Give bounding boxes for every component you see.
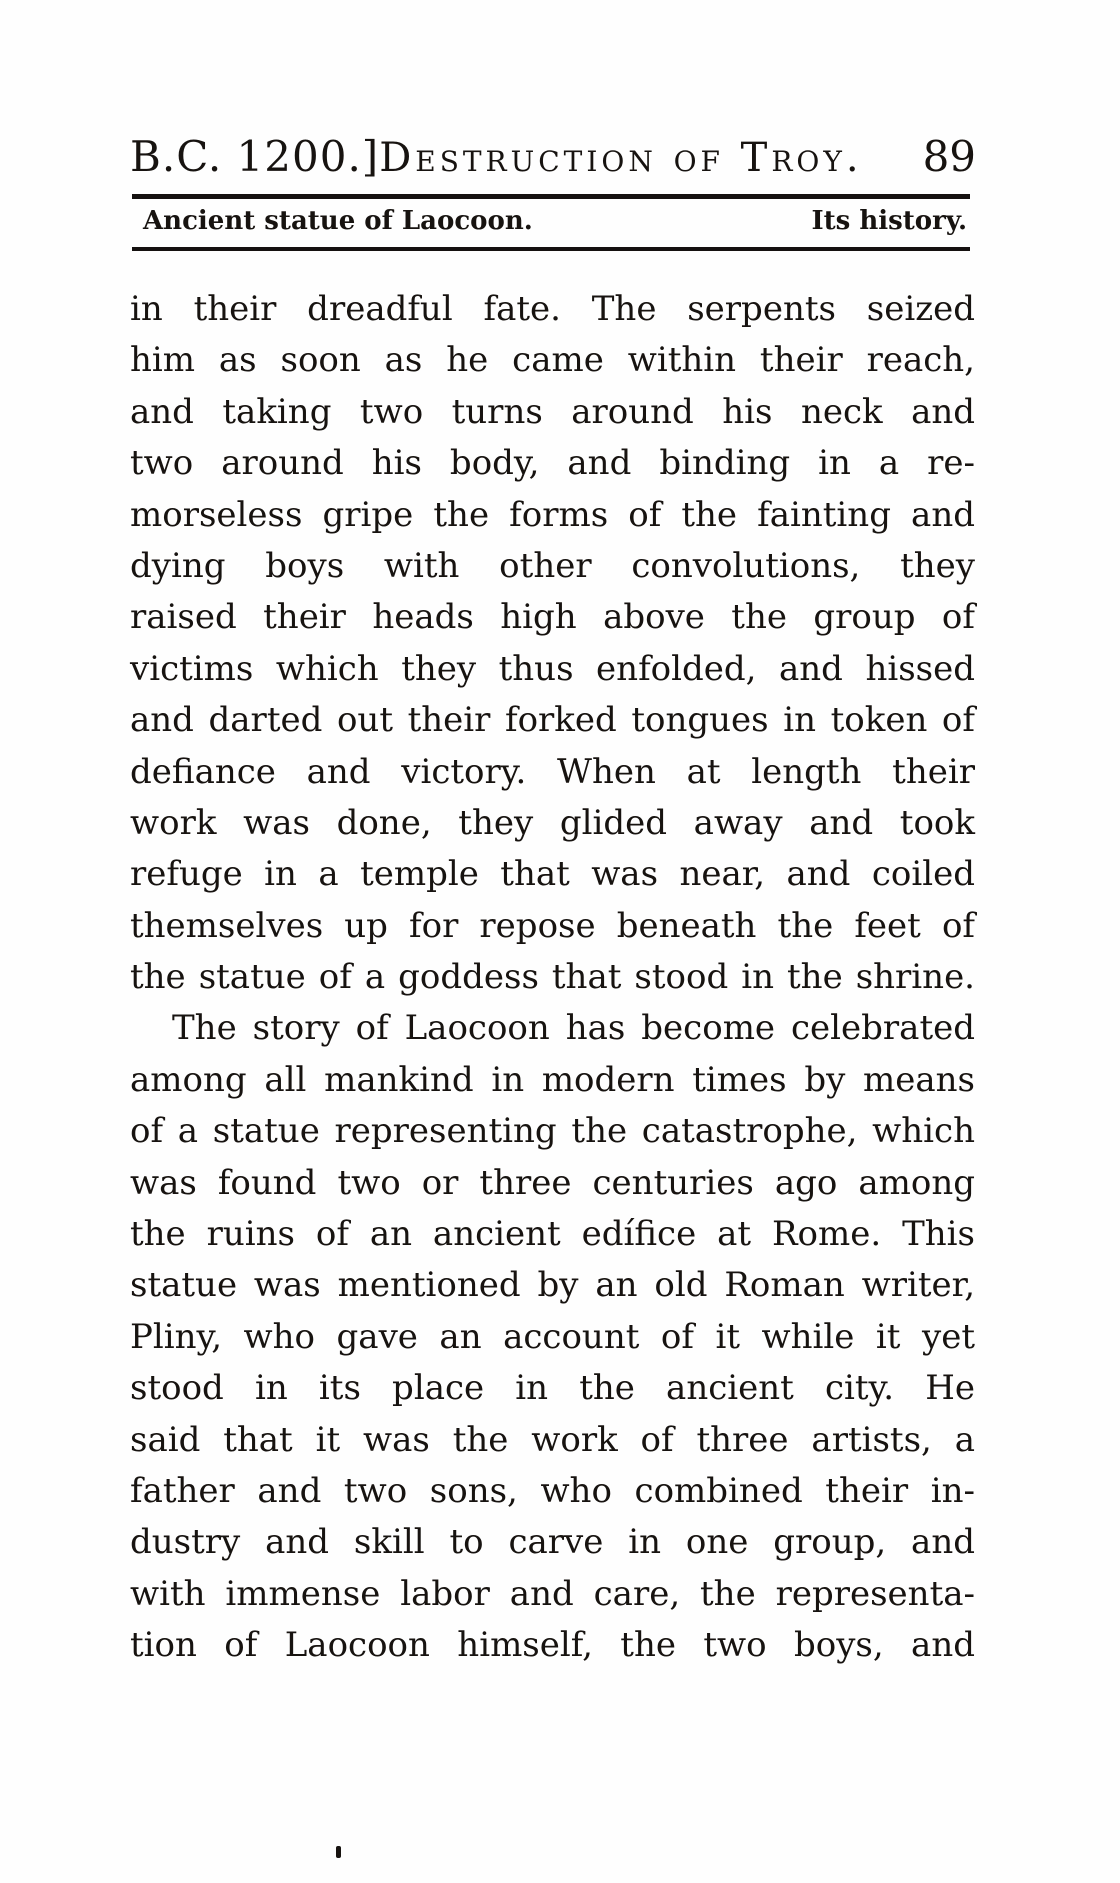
header-page-number: 89 [922,132,977,181]
subheader [143,206,967,236]
body-line: the ruins of an ancient edífice at Rome. This [130,1214,975,1255]
body-line: themselves up for repose beneath the feet of [130,905,975,946]
body-line: in their dreadful fate. The serpents seized [130,289,975,329]
body-line: the statue of a goddess that stood in the shrine. [130,957,975,998]
body-line: tion of Laocoon himself, the two boys, and [130,1625,975,1666]
header-rule-top [132,194,970,199]
body-line: him as soon as he came within their reach, [130,340,975,381]
body-line: defiance and victory. When at length their [130,751,975,792]
body-line: said that it was the work of three artists, a [130,1419,975,1460]
header-chapter-title: Destruction of Troy. [379,135,863,181]
scan-artifact-speck [336,1846,341,1858]
body-line: and taking two turns around his neck and [130,391,975,432]
subheader-left-caption: Ancient statue of Laocoon. [143,206,533,236]
body-line: morseless gripe the forms of the fainting and [130,494,975,535]
body-line: with immense labor and care, the representa- [130,1573,975,1614]
body-line: was found two or three centuries ago among [130,1162,975,1203]
body-line: refuge in a temple that was near, and coiled [130,854,975,895]
body-line: Pliny, who gave an account of it while it yet [130,1316,975,1357]
running-header [130,132,975,181]
body-line: The story of Laocoon has become celebrated [172,1008,975,1049]
header-rule-bottom [132,247,970,251]
body-line: work was done, they glided away and took [130,802,975,843]
body-line: statue was mentioned by an old Roman writer, [130,1265,975,1306]
body-line: and darted out their forked tongues in token of [130,700,975,741]
body-line: among all mankind in modern times by means [130,1059,975,1100]
body-line: of a statue representing the catastrophe, which [130,1111,975,1152]
body-line: victims which they thus enfolded, and hissed [130,648,975,689]
body-text [130,284,975,1672]
body-line: dustry and skill to carve in one group, and [130,1522,975,1563]
header-era-label: B.C. 1200.] [130,132,380,181]
body-line: stood in its place in the ancient city. He [130,1368,975,1409]
body-line: two around his body, and binding in a re- [130,443,975,484]
body-line: father and two sons, who combined their in- [130,1470,975,1511]
body-line: raised their heads high above the group of [130,597,975,638]
body-line: dying boys with other convolutions, they [130,545,975,586]
subheader-right-caption: Its history. [811,206,967,236]
